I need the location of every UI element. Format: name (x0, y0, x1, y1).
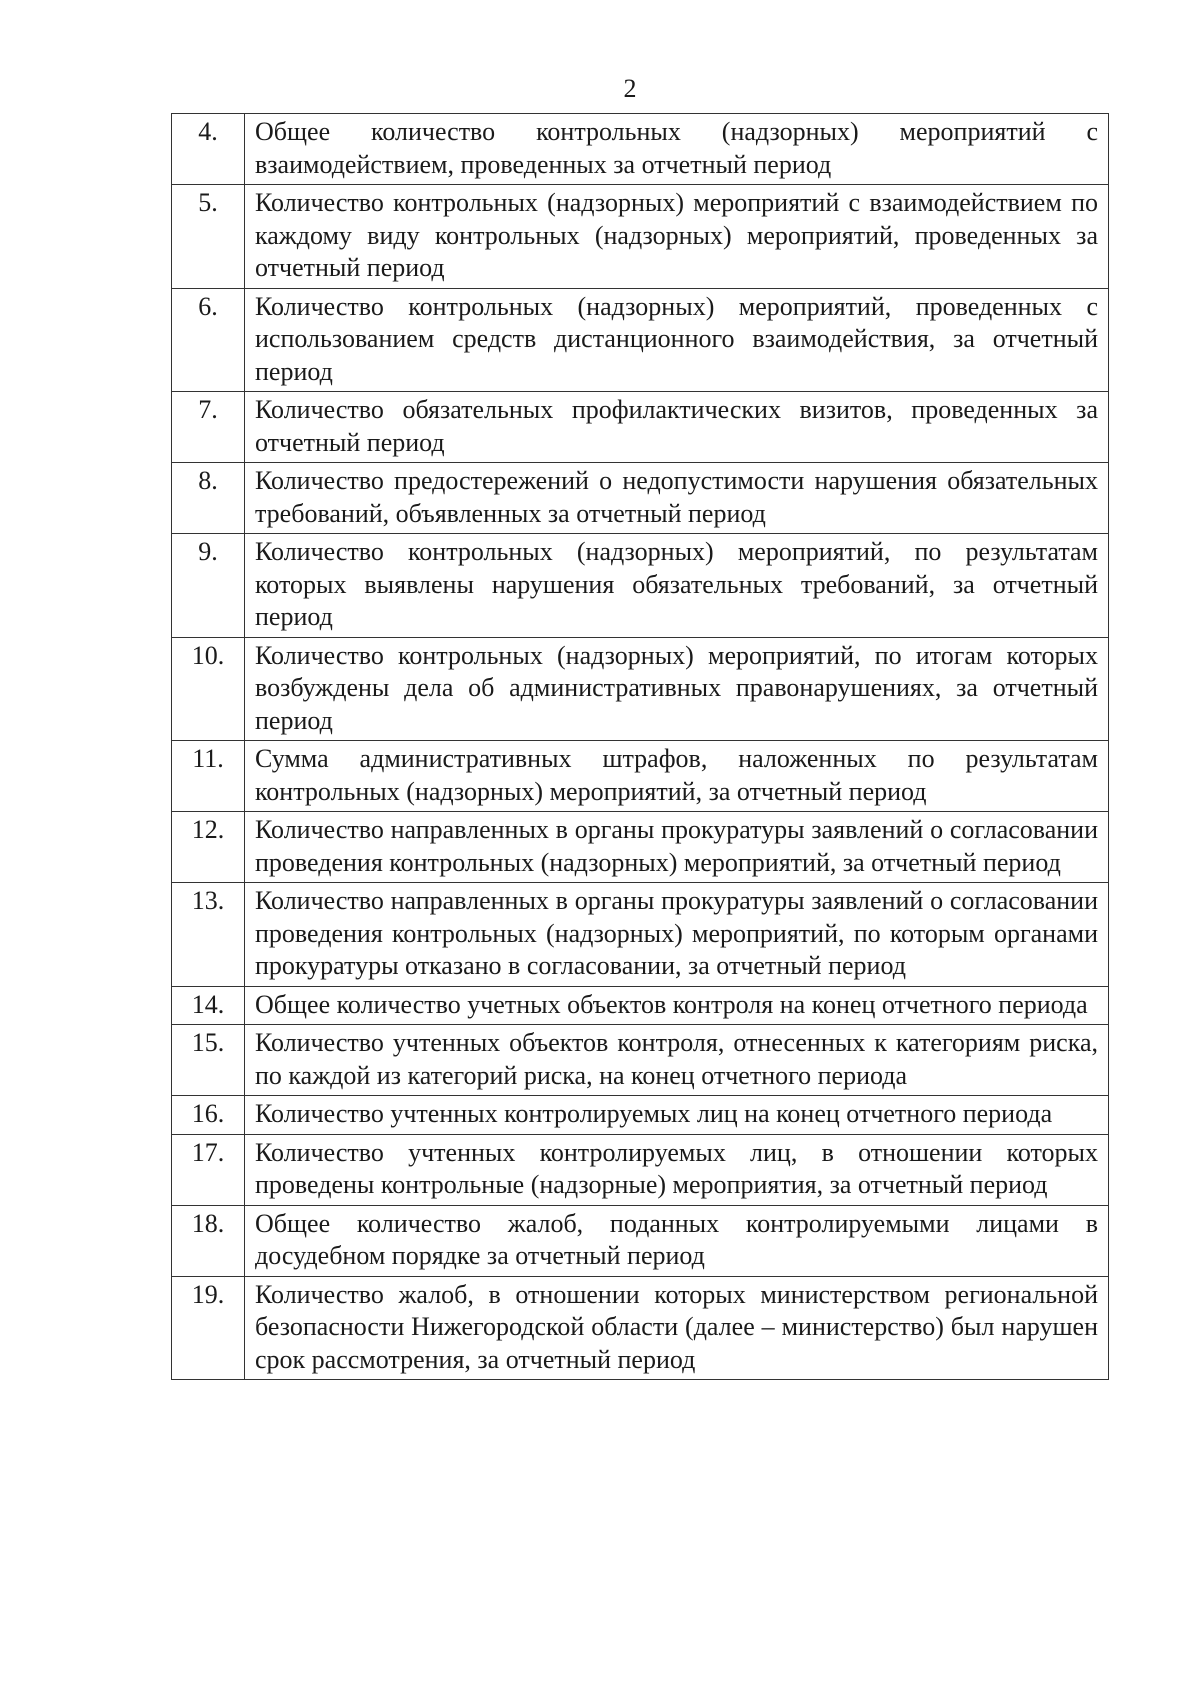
row-text: Количество обязательных профилактических визитов, проведенных за отчетный период (245, 392, 1109, 463)
row-text: Количество контрольных (надзорных) мероприятий, проведенных с использованием средств дистанционного взаимодействия, за отчетный период (245, 288, 1109, 392)
row-number: 7. (172, 392, 245, 463)
row-text: Сумма административных штрафов, наложенных по результатам контрольных (надзорных) мероприятий, за отчетный период (245, 741, 1109, 812)
row-number: 6. (172, 288, 245, 392)
row-number: 10. (172, 637, 245, 741)
row-text: Количество направленных в органы прокуратуры заявлений о согласовании проведения контрольных (надзорных) мероприятий, за отчетный период (245, 812, 1109, 883)
row-text: Общее количество учетных объектов контроля на конец отчетного периода (245, 986, 1109, 1025)
table-row (172, 741, 1109, 812)
row-number: 9. (172, 534, 245, 638)
page-number: 2 (623, 74, 637, 103)
table-row (172, 534, 1109, 638)
row-number: 15. (172, 1025, 245, 1096)
table-row (172, 986, 1109, 1025)
table-row (172, 812, 1109, 883)
row-number: 14. (172, 986, 245, 1025)
table-row (172, 463, 1109, 534)
table-row (172, 1205, 1109, 1276)
table-row (172, 637, 1109, 741)
row-number: 8. (172, 463, 245, 534)
table-row (172, 1096, 1109, 1135)
indicators-table-body (172, 114, 1109, 1380)
table-row (172, 1134, 1109, 1205)
table-row (172, 883, 1109, 987)
table-row (172, 185, 1109, 289)
row-text: Общее количество контрольных (надзорных) мероприятий с взаимодействием, проведенных за отчетный период (245, 114, 1109, 185)
table-row (172, 392, 1109, 463)
row-number: 5. (172, 185, 245, 289)
row-number: 18. (172, 1205, 245, 1276)
row-number: 17. (172, 1134, 245, 1205)
row-text: Количество контрольных (надзорных) мероприятий с взаимодействием по каждому виду контрольных (надзорных) мероприятий, проведенных за отчетный период (245, 185, 1109, 289)
row-text: Количество контрольных (надзорных) мероприятий, по результатам которых выявлены нарушения обязательных требований, за отчетный период (245, 534, 1109, 638)
row-text: Количество контрольных (надзорных) мероприятий, по итогам которых возбуждены дела об административных правонарушениях, за отчетный период (245, 637, 1109, 741)
row-text: Количество жалоб, в отношении которых министерством региональной безопасности Нижегородской области (далее – министерство) был нарушен срок рассмотрения, за отчетный период (245, 1276, 1109, 1380)
table-row (172, 1276, 1109, 1380)
row-text: Количество направленных в органы прокуратуры заявлений о согласовании проведения контрольных (надзорных) мероприятий, по которым органами прокуратуры отказано в согласовании, за отчетный период (245, 883, 1109, 987)
row-number: 16. (172, 1096, 245, 1135)
row-number: 19. (172, 1276, 245, 1380)
row-text: Количество учтенных объектов контроля, отнесенных к категориям риска, по каждой из категорий риска, на конец отчетного периода (245, 1025, 1109, 1096)
row-number: 4. (172, 114, 245, 185)
table-row (172, 114, 1109, 185)
row-number: 11. (172, 741, 245, 812)
table-row (172, 288, 1109, 392)
row-number: 13. (172, 883, 245, 987)
indicators-table (171, 113, 1109, 1380)
row-number: 12. (172, 812, 245, 883)
row-text: Количество учтенных контролируемых лиц, в отношении которых проведены контрольные (надзорные) мероприятия, за отчетный период (245, 1134, 1109, 1205)
row-text: Общее количество жалоб, поданных контролируемыми лицами в досудебном порядке за отчетный период (245, 1205, 1109, 1276)
row-text: Количество учтенных контролируемых лиц на конец отчетного периода (245, 1096, 1109, 1135)
row-text: Количество предостережений о недопустимости нарушения обязательных требований, объявленных за отчетный период (245, 463, 1109, 534)
table-row (172, 1025, 1109, 1096)
